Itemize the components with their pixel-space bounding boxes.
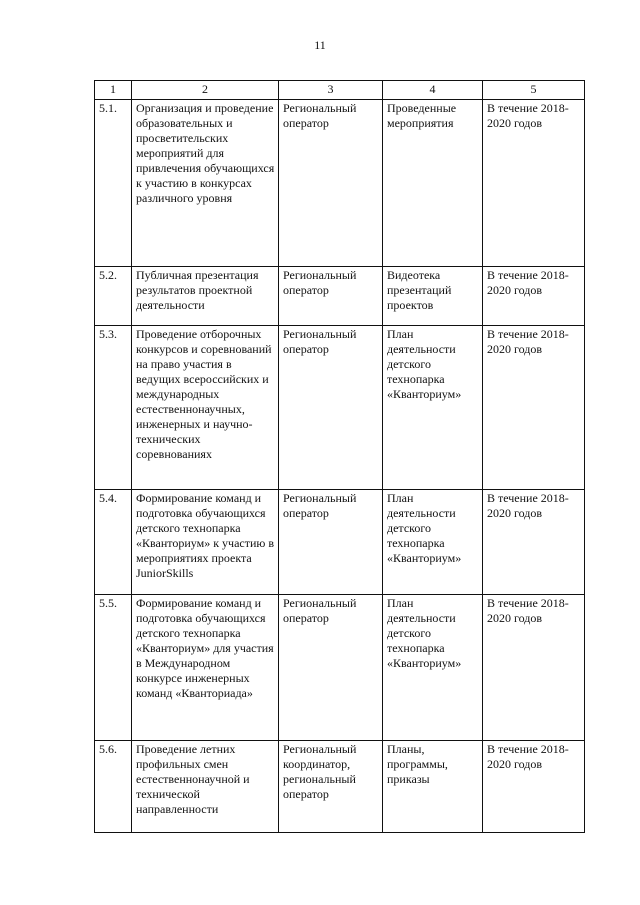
responsible-cell: Региональный оператор: [279, 267, 383, 326]
row-number: 5.2.: [95, 267, 132, 326]
deadline-cell: В течение 2018-2020 годов: [483, 490, 585, 595]
deadline-cell: В течение 2018-2020 годов: [483, 267, 585, 326]
page-number: 11: [314, 38, 326, 52]
deadline-cell: В течение 2018-2020 годов: [483, 595, 585, 741]
table-header-row: [95, 81, 585, 100]
table-row: [95, 100, 585, 267]
header-col-1: 1: [95, 81, 132, 100]
result-cell: План деятельности детского технопарка «Кванториум»: [383, 490, 483, 595]
header-col-4: 4: [383, 81, 483, 100]
activity-cell: Проведение летних профильных смен естественнонаучной и технической направленности: [132, 741, 279, 833]
responsible-cell: Региональный оператор: [279, 100, 383, 267]
table-row: [95, 490, 585, 595]
table-row: [95, 741, 585, 833]
table-row: [95, 595, 585, 741]
result-cell: Видеотека презентаций проектов: [383, 267, 483, 326]
responsible-cell: Региональный оператор: [279, 490, 383, 595]
deadline-cell: В течение 2018-2020 годов: [483, 741, 585, 833]
responsible-cell: Региональный оператор: [279, 595, 383, 741]
row-number: 5.3.: [95, 326, 132, 490]
activity-cell: Публичная презентация результатов проектной деятельности: [132, 267, 279, 326]
header-col-2: 2: [132, 81, 279, 100]
row-number: 5.5.: [95, 595, 132, 741]
header-col-5: 5: [483, 81, 585, 100]
responsible-cell: Региональный координатор, региональный оператор: [279, 741, 383, 833]
header-col-3: 3: [279, 81, 383, 100]
row-number: 5.6.: [95, 741, 132, 833]
row-number: 5.4.: [95, 490, 132, 595]
activity-cell: Формирование команд и подготовка обучающихся детского технопарка «Кванториум» для участия в Международном конкурсе инженерных команд «Кванториада»: [132, 595, 279, 741]
responsible-cell: Региональный оператор: [279, 326, 383, 490]
deadline-cell: В течение 2018-2020 годов: [483, 326, 585, 490]
table-row: [95, 326, 585, 490]
result-cell: Проведенные мероприятия: [383, 100, 483, 267]
row-number: 5.1.: [95, 100, 132, 267]
table-row: [95, 267, 585, 326]
activity-cell: Проведение отборочных конкурсов и соревнований на право участия в ведущих всероссийских и международных естественнонаучных, инженерных и научно-технических соревнованиях: [132, 326, 279, 490]
deadline-cell: В течение 2018-2020 годов: [483, 100, 585, 267]
activities-table: [94, 80, 585, 833]
result-cell: План деятельности детского технопарка «Кванториум»: [383, 326, 483, 490]
result-cell: План деятельности детского технопарка «Кванториум»: [383, 595, 483, 741]
result-cell: Планы, программы, приказы: [383, 741, 483, 833]
activity-cell: Формирование команд и подготовка обучающихся детского технопарка «Кванториум» к участию в мероприятиях проекта JuniorSkills: [132, 490, 279, 595]
activity-cell: Организация и проведение образовательных и просветительских мероприятий для привлечения обучающихся к участию в конкурсах различного уровня: [132, 100, 279, 267]
